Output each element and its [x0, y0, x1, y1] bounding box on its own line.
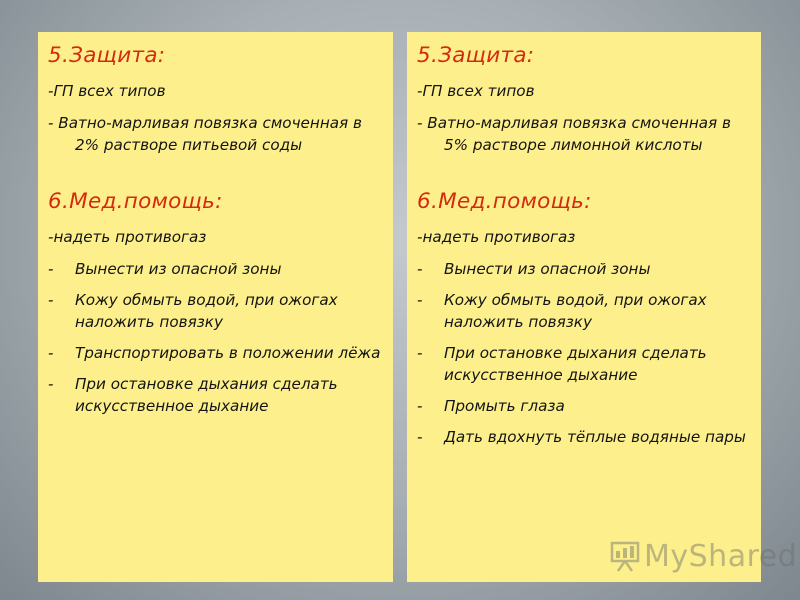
- protection-detail: - Ватно-марливая повязка смоченная в 5% растворе лимонной кислоты: [417, 114, 731, 154]
- list-item: - Кожу обмыть водой, при ожогах наложить повязку: [417, 289, 749, 333]
- left-info-panel: [38, 32, 393, 582]
- list-item: - Вынести из опасной зоны: [417, 258, 749, 280]
- list-item: - Промыть глаза: [417, 395, 749, 417]
- right-info-panel: [407, 32, 761, 582]
- protection-line: -ГП всех типов: [417, 82, 535, 100]
- medical-list: [48, 258, 381, 417]
- watermark-text: MyShared: [644, 538, 798, 574]
- protection-detail: - Ватно-марливая повязка смоченная в 2% растворе питьевой соды: [48, 114, 362, 154]
- protection-heading: 5.Защита:: [48, 43, 166, 68]
- protection-heading: 5.Защита:: [417, 43, 535, 68]
- list-item: - Дать вдохнуть тёплые водяные пары: [417, 426, 749, 448]
- list-item: - Транспортировать в положении лёжа: [48, 342, 381, 364]
- medical-intro: -надеть противогаз: [417, 228, 576, 246]
- medical-heading: 6.Мед.помощь:: [417, 189, 592, 214]
- myshared-watermark: [610, 538, 797, 574]
- presentation-board-icon: [610, 539, 640, 573]
- protection-line: -ГП всех типов: [48, 82, 166, 100]
- medical-list: [417, 258, 749, 448]
- list-item: - При остановке дыхания сделать искусственное дыхание: [417, 342, 749, 386]
- medical-intro: -надеть противогаз: [48, 228, 207, 246]
- list-item: - Вынести из опасной зоны: [48, 258, 381, 280]
- medical-heading: 6.Мед.помощь:: [48, 189, 223, 214]
- list-item: - Кожу обмыть водой, при ожогах наложить повязку: [48, 289, 381, 333]
- list-item: - При остановке дыхания сделать искусственное дыхание: [48, 373, 381, 417]
